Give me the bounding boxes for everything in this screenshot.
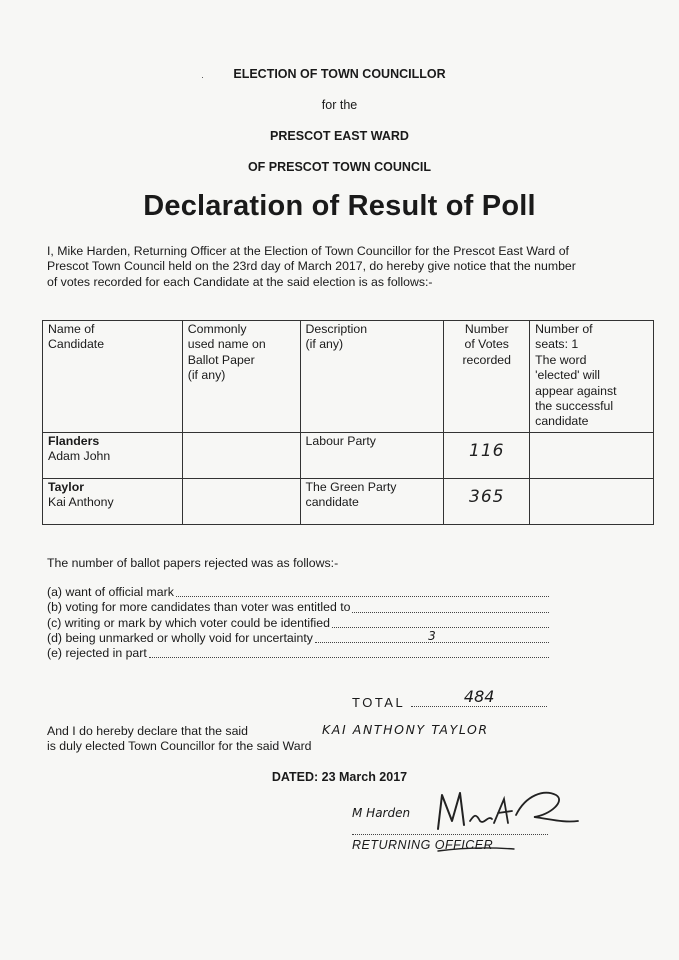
officer-name: M Harden: [352, 806, 411, 820]
header-seats: [530, 321, 654, 433]
header-text: (if any): [187, 368, 226, 383]
votes-value: 365: [469, 487, 505, 507]
list-item: [47, 585, 551, 600]
header-text: 'elected' will: [535, 368, 601, 383]
ward-heading: PRESCOT EAST WARD: [270, 129, 409, 143]
header-common-name: [182, 321, 300, 433]
header-text: seats: 1: [535, 337, 579, 352]
header-votes: [444, 321, 530, 433]
header-text: Commonly: [187, 322, 247, 336]
declaration-line: is duly elected Town Councillor for the said Ward: [47, 739, 312, 754]
handwritten-signature: [432, 785, 582, 835]
candidate-forenames: Adam John: [48, 449, 111, 464]
rejected-label: (b) voting for more candidates than voter was entitled to: [47, 600, 351, 615]
description-text: Labour Party: [305, 434, 376, 448]
list-item: [47, 600, 551, 615]
table-row: [43, 433, 654, 479]
rejected-heading: The number of ballot papers rejected was as follows:-: [47, 556, 339, 570]
description-text: The Green Party: [305, 480, 397, 494]
intro-line: I, Mike Harden, Returning Officer at the Election of Town Councillor for the Prescot East Ward of: [47, 244, 569, 258]
description-text: candidate: [305, 495, 359, 510]
header-text: Number of: [535, 322, 593, 336]
table-header-row: [43, 321, 654, 433]
candidate-name-cell: [43, 479, 183, 525]
signature-strike: [436, 846, 516, 854]
header-text: appear against: [535, 383, 617, 398]
header-text: candidate: [535, 414, 589, 429]
candidate-surname: Flanders: [48, 434, 100, 448]
dotted-leader: [176, 596, 549, 597]
common-name-cell: [182, 433, 300, 479]
header-text: Candidate: [48, 337, 105, 352]
description-cell: [300, 479, 444, 525]
header-text: of Votes: [464, 337, 509, 352]
elected-cell: [530, 433, 654, 479]
header-text: Name of: [48, 322, 95, 336]
dated-line: DATED: 23 March 2017: [271, 770, 408, 784]
declaration-text: [47, 724, 312, 755]
intro-line: of votes recorded for each Candidate at the said election is as follows:-: [47, 274, 433, 289]
votes-cell: [444, 479, 530, 525]
dotted-leader: [332, 627, 549, 628]
votes-value: 116: [469, 441, 505, 461]
candidate-name-cell: [43, 433, 183, 479]
header-description: [300, 321, 444, 433]
description-cell: [300, 433, 444, 479]
header-text: The word: [535, 352, 587, 367]
header-text: Ballot Paper: [187, 352, 255, 367]
candidate-surname: Taylor: [48, 480, 84, 494]
rejected-label: (e) rejected in part: [47, 646, 147, 661]
dotted-leader: [411, 687, 547, 707]
page-title: Declaration of Result of Poll: [143, 190, 536, 222]
rejected-list: [47, 585, 551, 661]
header-text: recorded: [462, 352, 511, 367]
rejected-label: (d) being unmarked or wholly void for uncertainty: [47, 630, 313, 645]
dotted-leader: [149, 657, 549, 658]
table-row: [43, 479, 654, 525]
header-name: [43, 321, 183, 433]
total-label: TOTAL: [352, 695, 406, 710]
list-item: [47, 646, 551, 661]
list-item: [47, 628, 551, 646]
header-text: the successful: [535, 399, 614, 414]
total-value: 484: [463, 687, 495, 706]
declaration-line: And I do hereby declare that the said: [47, 724, 248, 738]
header-text: (if any): [305, 337, 344, 352]
elected-cell: [530, 479, 654, 525]
votes-cell: [444, 433, 530, 479]
intro-paragraph: [47, 244, 637, 290]
officer-role: RETURNING OFFICER: [352, 838, 494, 852]
dotted-leader: [352, 612, 549, 613]
results-table: [42, 320, 654, 525]
elected-candidate-name: KAI ANTHONY TAYLOR: [322, 722, 489, 737]
header-text: used name on: [187, 337, 266, 352]
candidate-forenames: Kai Anthony: [48, 495, 114, 510]
header-text: Number: [464, 322, 509, 336]
scan-speck: ·: [201, 72, 204, 82]
signature-line: [352, 834, 548, 835]
rejected-label: (c) writing or mark by which voter could be identified: [47, 615, 330, 630]
intro-line: Prescot Town Council held on the 23rd day of March 2017, do hereby give notice that the number: [47, 259, 576, 274]
rejected-label: (a) want of official mark: [47, 585, 174, 599]
total-row: [352, 687, 547, 710]
header-text: Description: [305, 322, 368, 336]
common-name-cell: [182, 479, 300, 525]
election-heading: ELECTION OF TOWN COUNCILLOR: [233, 67, 446, 81]
dotted-leader: [315, 628, 549, 643]
for-the-text: for the: [321, 98, 358, 112]
rejected-count: 3: [428, 628, 436, 643]
council-heading: OF PRESCOT TOWN COUNCIL: [247, 160, 432, 174]
